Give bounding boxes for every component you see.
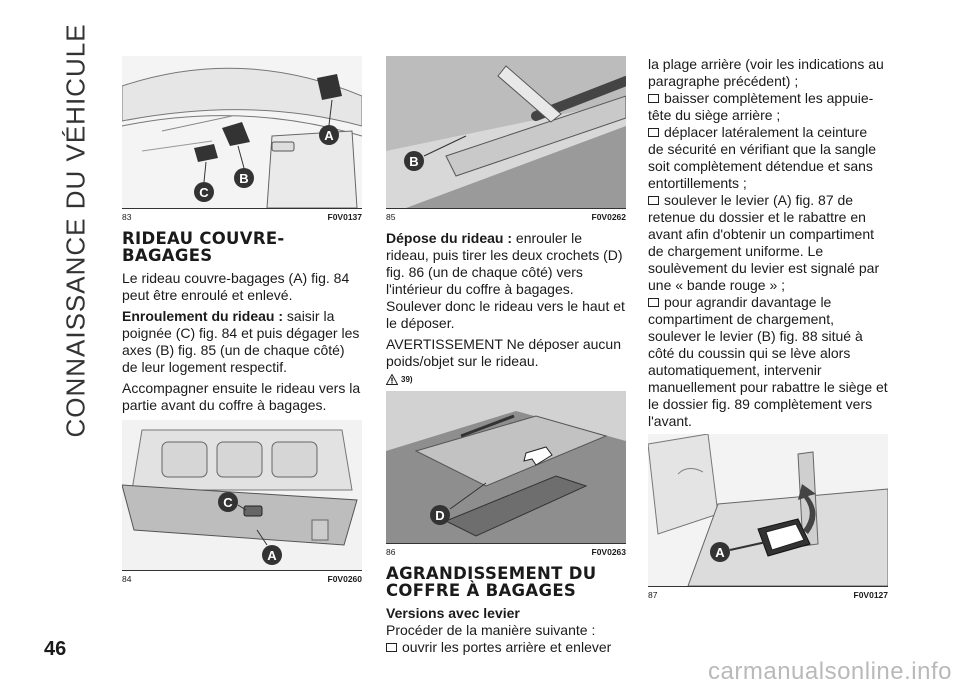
paragraph-proceder: Procéder de la manière suivante : xyxy=(386,622,596,638)
label-b: B xyxy=(409,154,419,169)
figure-87 xyxy=(648,434,888,587)
label-b: B xyxy=(239,171,249,186)
figure-87-illustration xyxy=(648,434,888,586)
figure-84 xyxy=(122,420,362,571)
figure-84-caption xyxy=(122,574,362,584)
figure-86 xyxy=(386,391,626,544)
heading-agrandissement: AGRANDISSEMENT DU COFFRE À BAGAGES xyxy=(386,564,597,600)
figure-85-illustration xyxy=(386,56,626,208)
checkbox-bullet-icon xyxy=(648,94,659,103)
checkbox-bullet-icon xyxy=(386,643,397,652)
label-c: C xyxy=(199,185,209,200)
figure-86-caption xyxy=(386,547,626,557)
figure-code: F0V0262 xyxy=(591,212,626,222)
paragraph-intro: Le rideau couvre-bagages (A) fig. 84 peut être enroulé et enlevé. xyxy=(122,270,350,303)
section-title: CONNAISSANCE DU VÉHICULE xyxy=(60,22,91,438)
checkbox-bullet-icon xyxy=(648,298,659,307)
paragraph-depose: Dépose du rideau : enrouler le rideau, puis tirer les deux crochets (D) fig. 86 (un de chaque côté) vers l'intérieur du coffre à bagages. Soulever donc le rideau vers le haut et le déposer. xyxy=(386,230,625,331)
figure-85 xyxy=(386,56,626,209)
label-d: D xyxy=(435,508,445,523)
warning-triangle-icon xyxy=(386,374,398,385)
label-a: A xyxy=(267,548,277,563)
figure-83-illustration xyxy=(122,56,362,208)
figure-code: F0V0137 xyxy=(327,212,362,222)
figure-83 xyxy=(122,56,362,209)
label-c: C xyxy=(223,495,233,510)
paragraph-enroulement: Enroulement du rideau : saisir la poignée (C) fig. 84 et puis dégager les axes (B) fig. 85 (un de chaque côté) de leur logement respectif. xyxy=(122,308,360,375)
figure-code: F0V0127 xyxy=(853,590,888,600)
figure-number: 84 xyxy=(122,574,132,584)
figure-87-caption xyxy=(648,590,888,600)
list-item: pour agrandir davantage le xyxy=(648,294,888,311)
figure-83-caption xyxy=(122,212,362,222)
figure-number: 83 xyxy=(122,212,132,222)
subheading-versions: Versions avec levier xyxy=(386,605,520,621)
label-a: A xyxy=(324,128,334,143)
checkbox-bullet-icon xyxy=(648,196,659,205)
figure-number: 85 xyxy=(386,212,396,222)
figure-number: 87 xyxy=(648,590,658,600)
figure-code: F0V0260 xyxy=(327,574,362,584)
watermark: carmanualsonline.info xyxy=(708,658,952,685)
figure-84-illustration xyxy=(122,420,362,570)
list-item: déplacer latéralement la ceinture xyxy=(648,124,888,141)
list-item: soulever le levier (A) fig. 87 de xyxy=(648,192,888,209)
paragraph-avertissement: AVERTISSEMENT Ne déposer aucun poids/objet sur le rideau. xyxy=(386,336,621,369)
warning-reference: 39) xyxy=(386,374,626,385)
figure-86-illustration xyxy=(386,391,626,543)
column-1 xyxy=(122,56,362,592)
page-number: 46 xyxy=(44,638,67,660)
column-3: la plage arrière (voir les indications au paragraphe précédent) ; baisser complètement les appuie- tête du siège arrière ; déplacer latéralement la ceinture de sécurité en vérifiant que la sangle soit complètement détendue et sans entortillements ; soulever le levier (A) fig. 87 de retenue du dossier et le rabattre en avant afin d'obtenir un compartiment de chargement uniforme. Le soulèvement du levier est signalé par une « bande rouge » ; pour agrandir davantage le compartiment de chargement, soulever le levier (B) fig. 88 situé à côté du coussin qui se lève alors automatiquement, intervenir manuellement pour rabattre le siège et le dossier fig. 89 complètement vers l'avant. A 87 F0V0127 xyxy=(648,56,888,600)
list-item: ouvrir les portes arrière et enlever xyxy=(386,639,626,656)
figure-number: 86 xyxy=(386,547,396,557)
list-item-continuation: la plage arrière (voir les indications au paragraphe précédent) ; xyxy=(648,56,884,89)
label-a: A xyxy=(715,545,725,560)
column-2 xyxy=(386,56,626,656)
figure-85-caption xyxy=(386,212,626,222)
paragraph-accompagner: Accompagner ensuite le rideau vers la partie avant du coffre à bagages. xyxy=(122,380,361,413)
list-item: baisser complètement les appuie- xyxy=(648,90,888,107)
checkbox-bullet-icon xyxy=(648,128,659,137)
heading-rideau: RIDEAU COUVRE- BAGAGES xyxy=(122,229,285,265)
figure-code: F0V0263 xyxy=(591,547,626,557)
